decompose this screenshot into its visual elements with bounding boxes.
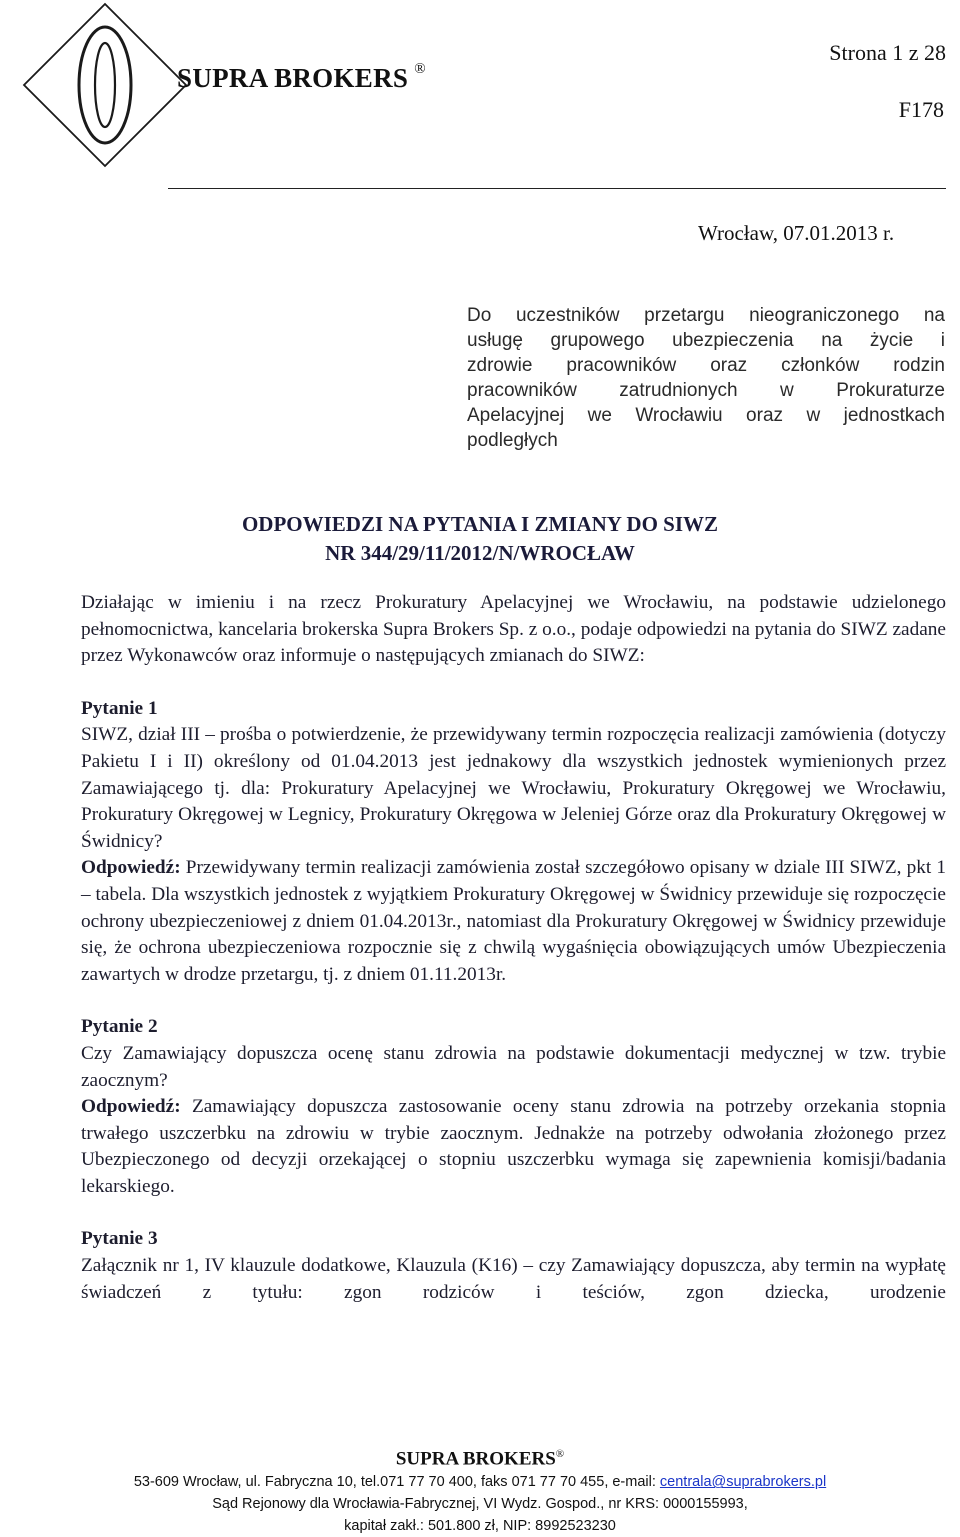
footer-court: Sąd Rejonowy dla Wrocławia-Fabrycznej, VI Wydz. Gospod., nr KRS: 0000155993, — [212, 1496, 748, 1513]
question-1-title: Pytanie 1 — [81, 697, 158, 719]
header-divider — [168, 188, 946, 189]
document-body — [81, 590, 946, 1306]
intro-paragraph: Działając w imieniu i na rzecz Prokuratury Apelacyjnej we Wrocławiu, na podstawie udzielonego pełnomocnictwa, kancelaria brokerska Supra Brokers Sp. z o.o., podaje odpowiedzi na pytania do SIWZ zadane przez Wykonawców oraz informuje o następujących zmianach do SIWZ: — [81, 592, 946, 667]
recipient-block — [467, 303, 945, 453]
title-line-2: NR 344/29/11/2012/N/WROCŁAW — [325, 541, 635, 565]
question-3-text: Załącznik nr 1, IV klauzule dodatkowe, Klauzula (K16) – czy Zamawiający dopuszcza, aby termin na wypłatę świadczeń z tytułu: zgon rodziców i teściów, zgon dziecka, urodzenie — [81, 1255, 946, 1303]
recipient-line: pracowników zatrudnionych w Prokuraturze — [467, 380, 945, 401]
recipient-line: zdrowie pracowników oraz członków rodzin — [467, 355, 945, 376]
footer-address: 53-609 Wrocław, ul. Fabryczna 10, tel.071 77 70 400, faks 071 77 70 455, e-mail: centrala@suprabrokers.pl — [133, 1474, 827, 1491]
form-code: F178 — [898, 97, 944, 122]
footer-capital: kapitał zakł.: 501.800 zł, NIP: 8992523230 — [344, 1518, 616, 1535]
document-date: Wrocław, 07.01.2013 r. — [698, 221, 895, 245]
recipient-line: Do uczestników przetargu nieograniczonego na — [467, 305, 945, 326]
title-line-1: ODPOWIEDZI NA PYTANIA I ZMIANY DO SIWZ — [241, 512, 719, 536]
page-number: Strona 1 z 28 — [829, 40, 946, 65]
registered-mark: ® — [414, 61, 426, 77]
answer-label: Odpowiedź: — [81, 1096, 181, 1118]
supra-brokers-logo — [20, 0, 190, 170]
footer-email-link[interactable]: centrala@suprabrokers.pl — [659, 1474, 827, 1491]
answer-label: Odpowiedź: — [81, 857, 181, 879]
recipient-line: podległych — [467, 430, 558, 451]
question-2-text: Czy Zamawiający dopuszcza ocenę stanu zdrowia na podstawie dokumentacji medycznej w tzw. trybie zaocznym? — [81, 1042, 946, 1091]
question-1-answer: Odpowiedź: Przewidywany termin realizacji zamówienia został szczegółowo opisany w dziale III SIWZ, pkt 1 – tabela. Dla wszystkich jednostek z wyjątkiem Prokuratury Okręgowej w Świdnicy przewiduje się rozpoczęcie ochrony ubezpieczeniowej z dniem 01.04.2013r., natomiast dla Prokuratury Okręgowej w Świdnicy przewiduje się, że ochrona ubezpieczeniowa rozpocznie się z chwilą wygaśnięcia obowiązujących umów Ubezpieczenia zawartych w drodze przetargu, tj. z dniem 01.11.2013r. — [81, 857, 946, 985]
question-3-title: Pytanie 3 — [81, 1228, 158, 1250]
page-footer — [0, 1442, 960, 1537]
recipient-line: Apelacyjnej we Wrocławiu oraz w jednostkach — [467, 405, 945, 426]
brand-name: SUPRA BROKERS ® — [177, 61, 426, 93]
document-title — [0, 510, 960, 568]
question-2-answer: Odpowiedź: Zamawiający dopuszcza zastosowanie oceny stanu zdrowia na potrzeby orzekania stopnia trwałego uszczerbku na zdrowiu w trybie zaocznym. Jednakże na potrzeby odwołania złożonego przez Ubezpieczonego od decyzji orzekającej o stopniu uszczerbku wymaga się zapewnienia komisji/badania lekarskiego. — [81, 1096, 946, 1197]
question-1-text: SIWZ, dział III – prośba o potwierdzenie, że przewidywany termin rozpoczęcia realizacji zamówienia (dotyczy Pakietu I i II) określony od 01.04.2013 jest jednakowy dla wszystkich jednostek wymienionych przez Zamawiającego tj. dla: Prokuratury Apelacyjnej we Wrocławiu, Prokuratury Okręgowej we Wrocławiu, Prokuratury Okręgowej w Legnicy, Prokuratury Okręgowa w Jeleniej Górze oraz dla Prokuratury Okręgowej w Świdnicy? — [81, 724, 946, 852]
footer-brand: SUPRA BROKERS® — [395, 1448, 565, 1470]
question-2-title: Pytanie 2 — [81, 1016, 158, 1038]
recipient-line: usługę grupowego ubezpieczenia na życie i — [467, 330, 945, 351]
